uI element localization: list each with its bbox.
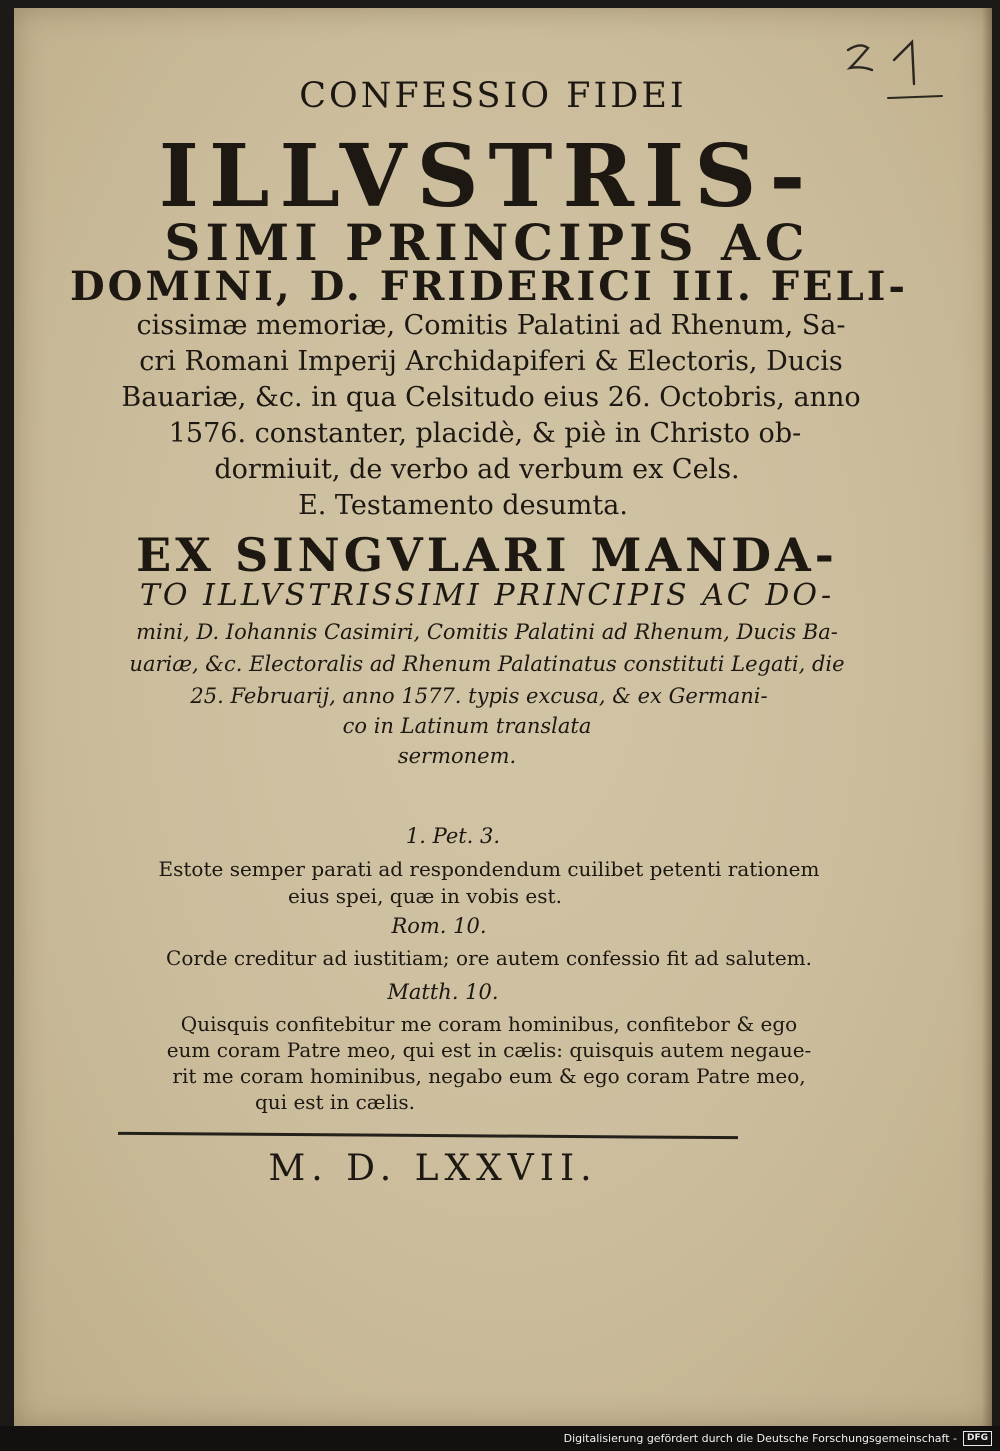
handwritten-note xyxy=(838,32,948,112)
scripture-text: eum coram Patre meo, qui est in cælis: quisquis autem negaue- xyxy=(166,1038,812,1062)
scripture-text: Estote semper parati ad respondendum cuilibet petenti rationem xyxy=(158,857,820,881)
scripture-text: qui est in cælis. xyxy=(255,1090,415,1114)
body-line: dormiuit, de verbo ad verbum ex Cels. xyxy=(214,454,740,485)
scripture-ref-rom: Rom. 10. xyxy=(391,914,487,938)
title-illustris: ILLVSTRIS- xyxy=(158,126,816,227)
mandate-subheading: TO ILLVSTRISSIMI PRINCIPIS AC DO- xyxy=(139,578,835,613)
italic-line: 25. Februarij, anno 1577. typis excusa, & ex Germani- xyxy=(190,684,768,708)
italic-line: uariæ, &c. Electoralis ad Rhenum Palatinatus constituti Legati, die xyxy=(129,652,845,676)
title-simi-line: SIMI PRINCIPIS AC xyxy=(164,213,810,272)
title-confessio: CONFESSIO FIDEI xyxy=(299,76,687,116)
page-edge-shadow xyxy=(982,8,992,1426)
scripture-text: Quisquis confitebitur me coram hominibus, confitebor & ego xyxy=(180,1012,798,1036)
scripture-text: rit me coram hominibus, negabo eum & ego coram Patre meo, xyxy=(172,1064,806,1088)
body-line: cri Romani Imperij Archidapiferi & Electoris, Ducis xyxy=(139,346,843,377)
footer-credit: Digitalisierung gefördert durch die Deutsche Forschungsgemeinschaft - xyxy=(563,1432,957,1445)
mandate-heading: EX SINGVLARI MANDA- xyxy=(136,528,838,582)
horizontal-rule xyxy=(118,1132,738,1139)
body-line: Bauariæ, &c. in qua Celsitudo eius 26. Octobris, anno xyxy=(121,382,861,413)
italic-line: mini, D. Iohannis Casimiri, Comitis Palatini ad Rhenum, Ducis Ba- xyxy=(136,620,838,644)
dfg-logo-icon[interactable]: DFG xyxy=(963,1431,992,1446)
italic-line: sermonem. xyxy=(397,744,517,768)
imprint-date: M. D. LXXVII. xyxy=(268,1148,598,1189)
scripture-text: eius spei, quæ in vobis est. xyxy=(288,884,562,908)
scanned-page xyxy=(14,8,992,1426)
italic-line: co in Latinum translata xyxy=(342,714,592,738)
scripture-ref-pet: 1. Pet. 3. xyxy=(405,824,501,848)
scripture-text: Corde creditur ad iustitiam; ore autem confessio fit ad salutem. xyxy=(166,946,812,970)
scripture-ref-matth: Matth. 10. xyxy=(387,980,499,1004)
body-line: E. Testamento desumta. xyxy=(298,490,628,521)
body-line: 1576. constanter, placidè, & piè in Christo ob- xyxy=(168,418,802,449)
title-domini-line: DOMINI, D. FRIDERICI III. FELI- xyxy=(69,263,909,310)
body-line: cissimæ memoriæ, Comitis Palatini ad Rhenum, Sa- xyxy=(136,310,846,341)
footer-bar xyxy=(0,1426,1000,1451)
